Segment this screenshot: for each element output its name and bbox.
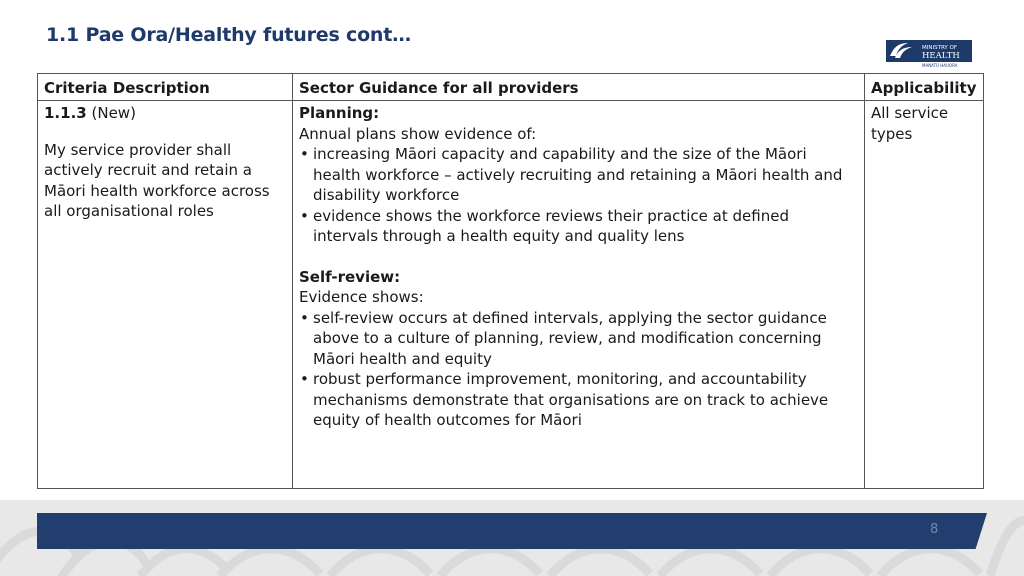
header-applicability: Applicability <box>865 74 983 101</box>
ministry-of-health-logo <box>886 40 972 68</box>
self-review-list <box>299 308 858 431</box>
logo-mark-icon <box>886 40 972 62</box>
slide-footer <box>0 500 1024 576</box>
planning-item: • evidence shows the workforce reviews their practice at defined intervals through a health equity and quality lens <box>313 206 858 247</box>
header-sector-guidance: Sector Guidance for all providers <box>293 74 865 101</box>
logo-line2: HEALTH <box>922 51 960 61</box>
header-criteria-description: Criteria Description <box>38 74 293 101</box>
criteria-description: My service provider shall actively recruit and retain a Māori health workforce across all organisational roles <box>44 140 270 220</box>
self-review-item: • self-review occurs at defined intervals, applying the sector guidance above to a culture of planning, review, and modification concerning Māori health and equity <box>313 308 858 370</box>
slide-title: 1.1 Pae Ora/Healthy futures cont… <box>46 24 411 46</box>
criteria-status: (New) <box>91 104 136 122</box>
criteria-heading <box>44 103 286 124</box>
planning-intro: Annual plans show evidence of: <box>299 124 537 143</box>
self-review-item: • robust performance improvement, monitoring, and accountability mechanisms demonstrate that organisations are on track to achieve equity of health outcomes for Māori <box>313 369 858 431</box>
self-review-intro: Evidence shows: <box>299 288 424 306</box>
guidance-cell <box>293 101 865 488</box>
criteria-table <box>37 73 984 489</box>
footer-bar <box>37 513 987 549</box>
criteria-cell <box>38 101 293 488</box>
logo-line1: MINISTRY OF <box>922 45 958 51</box>
self-review-title: Self-review: <box>299 267 401 286</box>
planning-title: Planning: <box>299 104 380 122</box>
page-number: 8 <box>930 522 939 537</box>
criteria-code: 1.1.3 <box>44 104 87 122</box>
logo-tagline: MANATŪ HAUORA <box>922 63 958 68</box>
planning-item: • increasing Māori capacity and capability and the size of the Māori health workforce – actively recruiting and retaining a Māori health and disability workforce <box>313 144 858 206</box>
applicability-cell: All service types <box>871 104 949 143</box>
planning-list <box>299 144 858 247</box>
